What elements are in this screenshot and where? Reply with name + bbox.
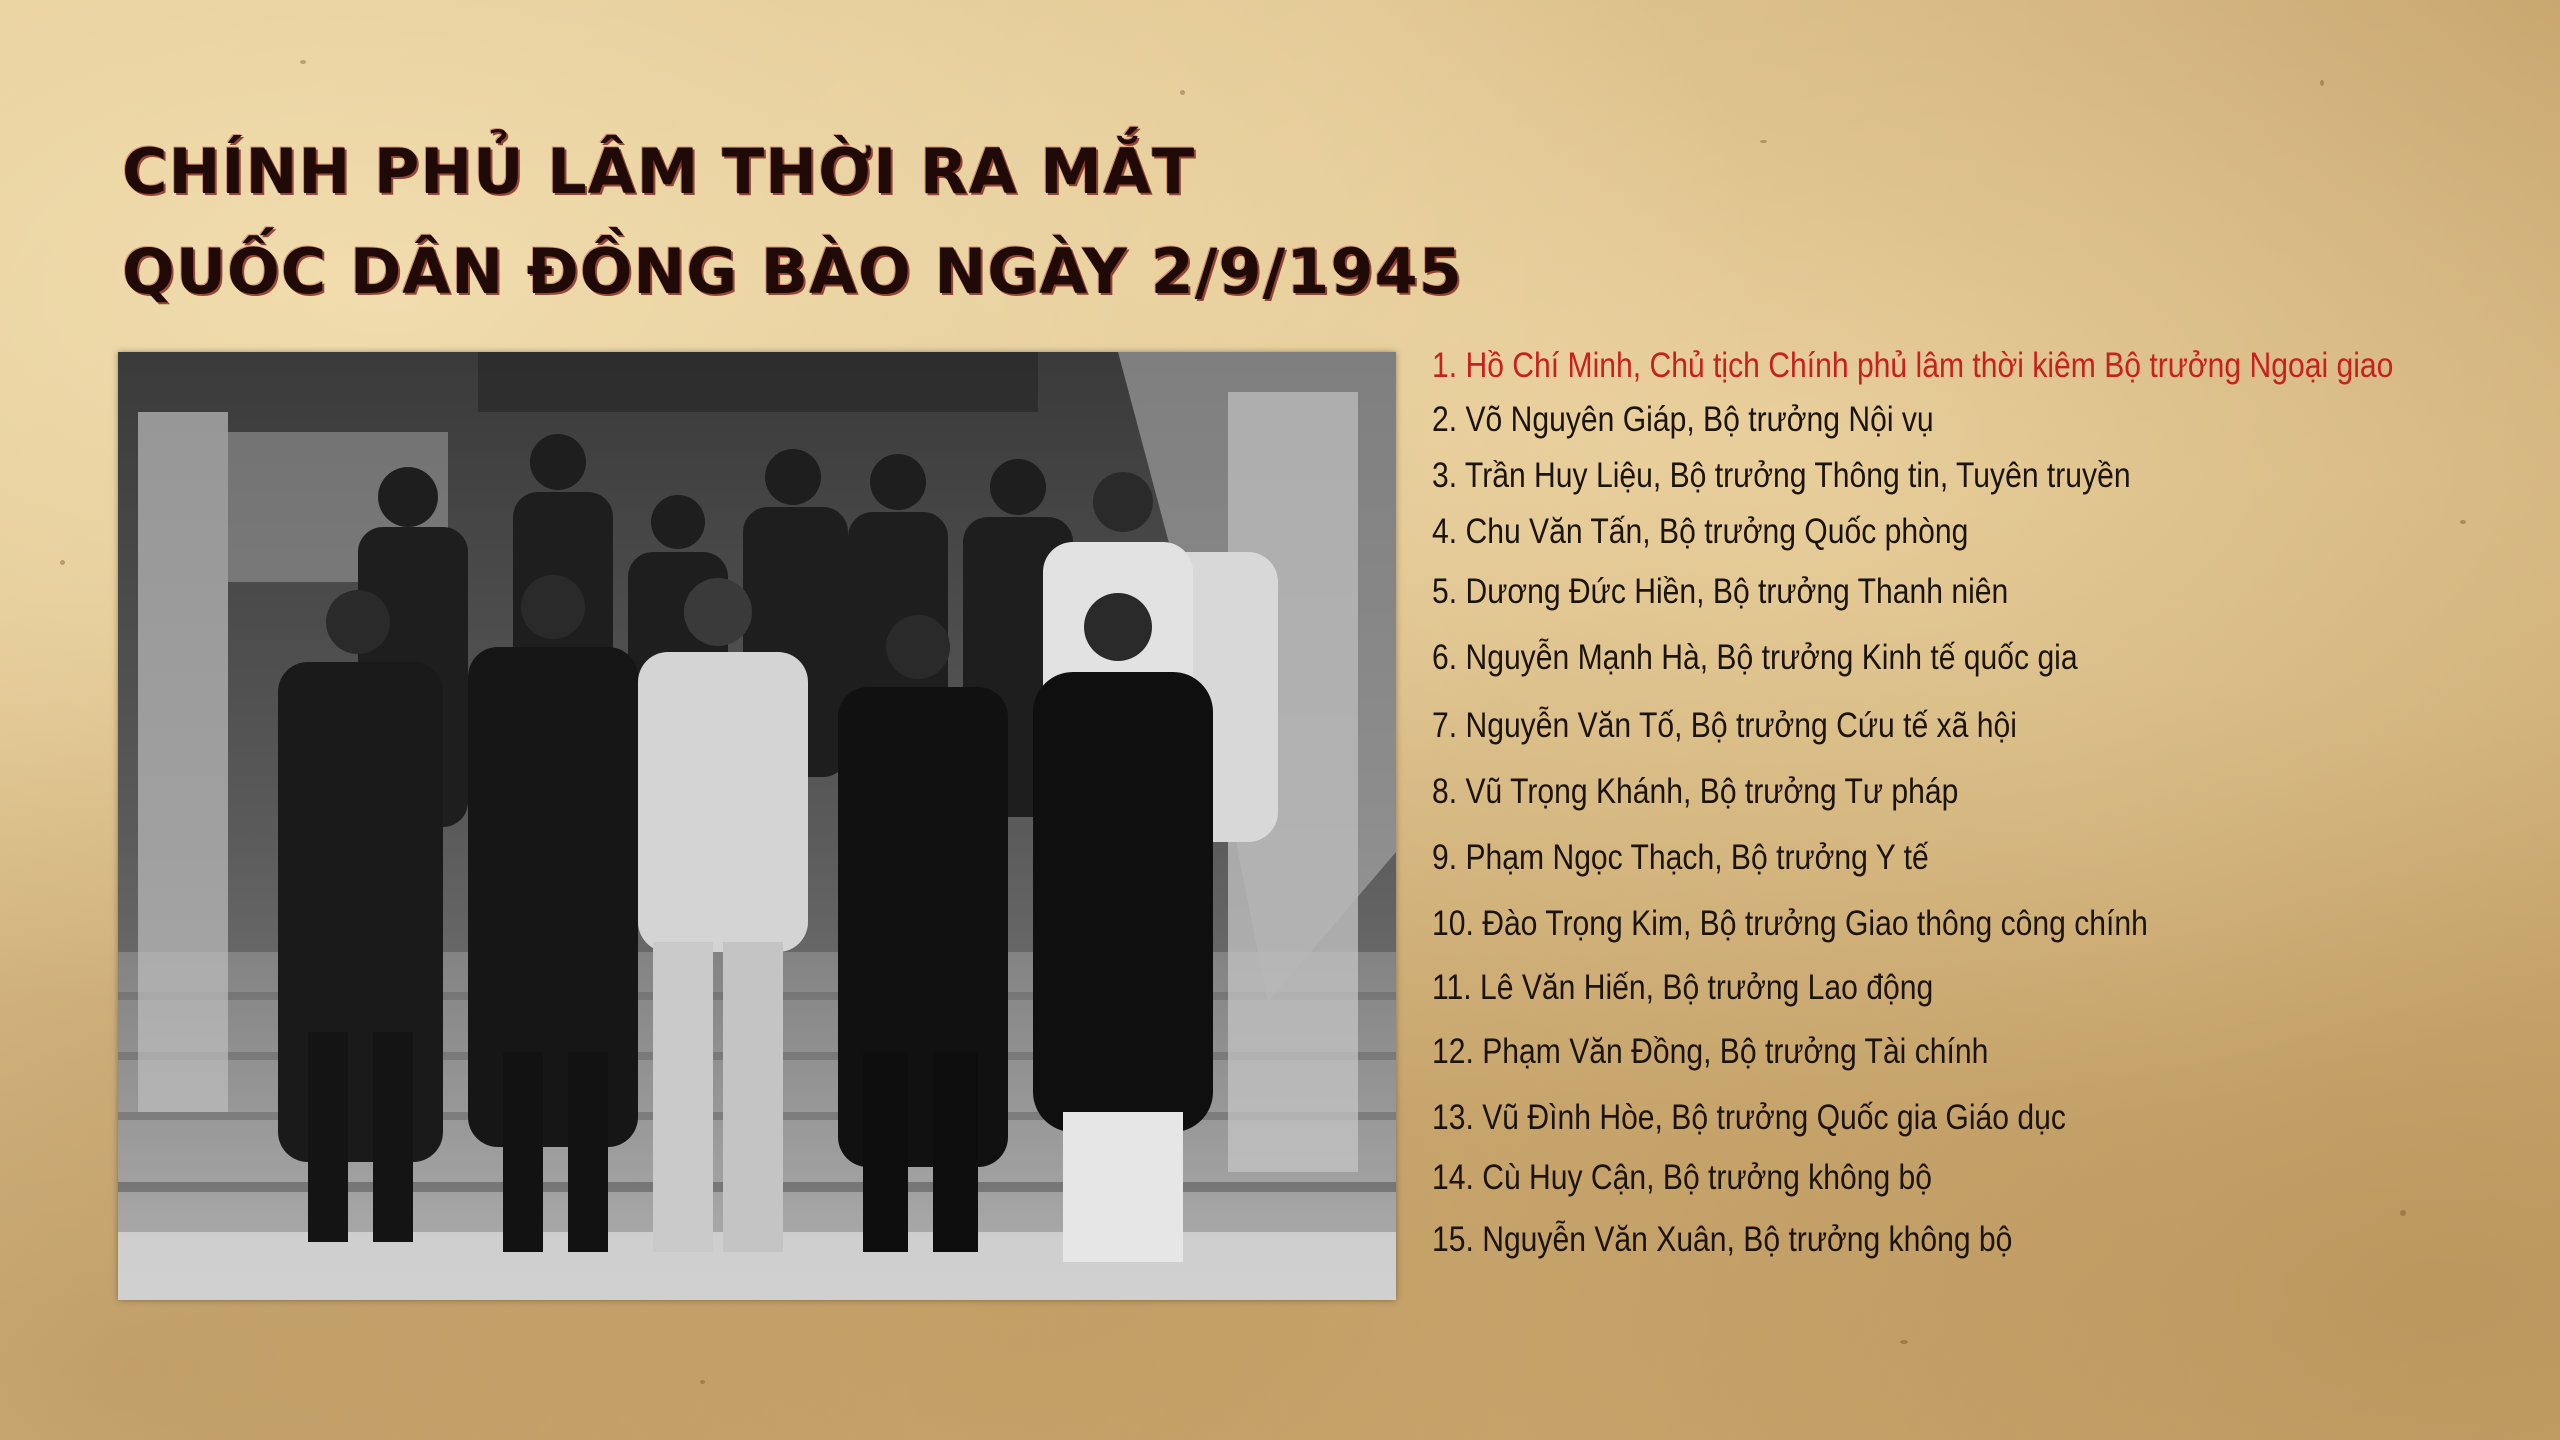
paper-speck bbox=[60, 560, 65, 565]
list-item: 5. Dương Đức Hiền, Bộ trưởng Thanh niên bbox=[1432, 572, 2009, 611]
paper-speck bbox=[1180, 90, 1185, 95]
list-item: 15. Nguyễn Văn Xuân, Bộ trưởng không bộ bbox=[1432, 1220, 2013, 1259]
group-photo bbox=[118, 352, 1396, 1300]
list-item: 8. Vũ Trọng Khánh, Bộ trưởng Tư pháp bbox=[1432, 772, 1959, 811]
title-line-2: QUỐC DÂN ĐỒNG BÀO NGÀY 2/9/1945 bbox=[122, 235, 1463, 308]
page-title bbox=[122, 122, 1622, 322]
list-item: 6. Nguyễn Mạnh Hà, Bộ trưởng Kinh tế quốc gia bbox=[1432, 638, 2078, 677]
paper-speck bbox=[2320, 80, 2324, 86]
list-item: 7. Nguyễn Văn Tố, Bộ trưởng Cứu tế xã hội bbox=[1432, 706, 2017, 745]
list-item: 3. Trần Huy Liệu, Bộ trưởng Thông tin, Tuyên truyền bbox=[1432, 456, 2131, 495]
list-item: 14. Cù Huy Cận, Bộ trưởng không bộ bbox=[1432, 1158, 1933, 1197]
list-item: 9. Phạm Ngọc Thạch, Bộ trưởng Y tế bbox=[1432, 838, 1929, 877]
title-line-1: CHÍNH PHỦ LÂM THỜI RA MẮT bbox=[122, 135, 1196, 208]
paper-speck bbox=[300, 60, 306, 64]
paper-speck bbox=[1900, 1340, 1908, 1344]
list-item: 12. Phạm Văn Đồng, Bộ trưởng Tài chính bbox=[1432, 1032, 1989, 1071]
list-item: 11. Lê Văn Hiến, Bộ trưởng Lao động bbox=[1432, 968, 1934, 1007]
list-item: 10. Đào Trọng Kim, Bộ trưởng Giao thông công chính bbox=[1432, 904, 2148, 943]
list-item: 4. Chu Văn Tấn, Bộ trưởng Quốc phòng bbox=[1432, 512, 1969, 551]
paper-speck bbox=[2400, 1210, 2406, 1216]
paper-speck bbox=[1760, 140, 1767, 143]
group-photo-icon bbox=[118, 352, 1396, 1300]
list-item: 1. Hồ Chí Minh, Chủ tịch Chính phủ lâm thời kiêm Bộ trưởng Ngoại giao bbox=[1432, 346, 2394, 385]
list-item: 2. Võ Nguyên Giáp, Bộ trưởng Nội vụ bbox=[1432, 400, 1934, 439]
paper-speck bbox=[2460, 520, 2466, 524]
list-item: 13. Vũ Đình Hòe, Bộ trưởng Quốc gia Giáo dục bbox=[1432, 1098, 2066, 1137]
paper-speck bbox=[700, 1380, 705, 1384]
